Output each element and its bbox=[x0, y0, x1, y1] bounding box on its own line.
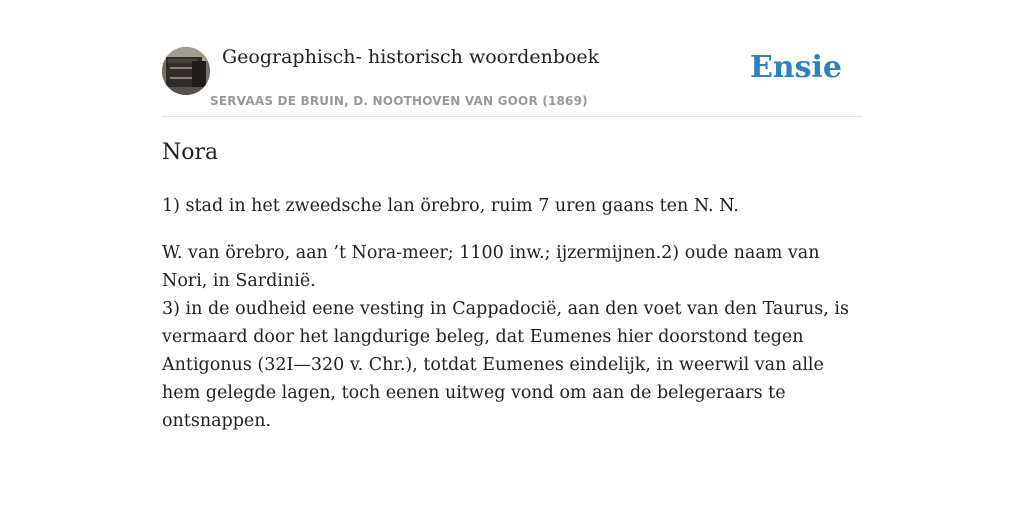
definition-paragraph-2 bbox=[162, 239, 862, 435]
book-cover-avatar[interactable] bbox=[162, 47, 210, 95]
entry-title: Nora bbox=[162, 140, 219, 165]
book-title[interactable]: Geographisch- historisch woordenboek bbox=[222, 46, 600, 68]
definition-paragraph-2-line-2: 3) in de oudheid eene vesting in Cappadocië, aan den voet van den Taurus, is vermaard door het langdurige beleg, dat Eumenes hier doorstond tegen Antigonus (32I—320 v. Chr.), totdat Eumenes eindelijk, in weerwil van alle hem gelegde lagen, toch eenen uitweg vond om aan de belegeraars te ontsnappen. bbox=[162, 299, 849, 431]
definition-paragraph-2-line-1: W. van örebro, aan ’t Nora-meer; 1100 inw.; ijzermijnen.2) oude naam van Nori, in Sardinië. bbox=[162, 243, 820, 291]
book-authors: SERVAAS DE BRUIN, D. NOOTHOVEN VAN GOOR (1869) bbox=[210, 94, 588, 108]
ensie-logo-link[interactable]: Ensie bbox=[749, 50, 842, 85]
header bbox=[162, 0, 862, 117]
definition-paragraph-1: 1) stad in het zweedsche lan örebro, ruim 7 uren gaans ten N. N. bbox=[162, 196, 739, 216]
page-container bbox=[162, 0, 862, 431]
book-cover-icon bbox=[162, 47, 210, 95]
